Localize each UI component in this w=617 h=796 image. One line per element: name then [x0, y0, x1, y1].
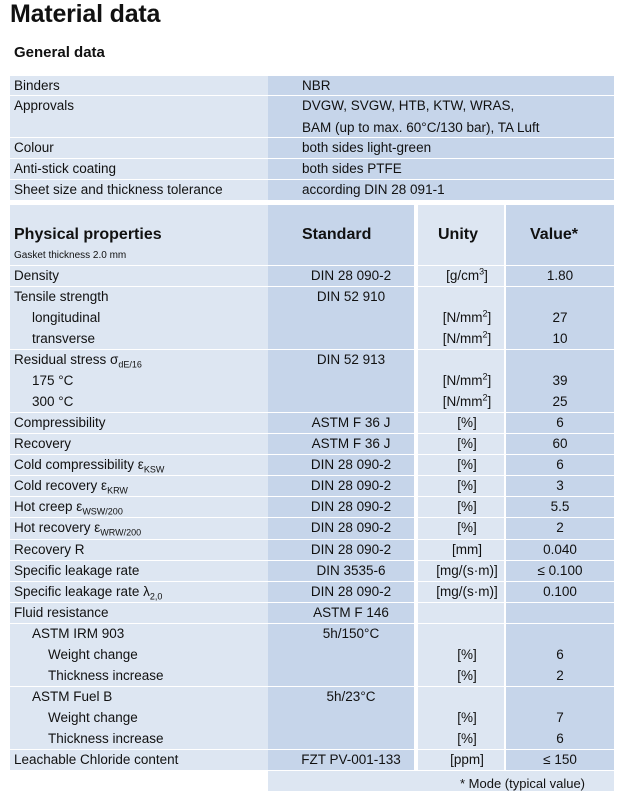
property-value: 5.5 — [550, 499, 570, 515]
row-divider — [10, 179, 614, 180]
property-value: 6 — [556, 730, 564, 746]
property-unity-text: [%] — [457, 436, 477, 452]
property-label-subscript: 2,0 — [149, 591, 163, 602]
row-divider — [10, 496, 614, 497]
property-unity-suffix: ] — [487, 394, 492, 410]
property-value: 6 — [556, 415, 564, 431]
property-standard: ASTM F 146 — [313, 604, 389, 620]
property-label-text: Residual stress σ — [14, 352, 119, 368]
row-divider — [10, 560, 614, 561]
property-value: 7 — [556, 709, 564, 725]
row-divider — [10, 286, 614, 287]
property-value: 27 — [552, 310, 568, 326]
property-standard: 5h/150°C — [322, 625, 380, 641]
property-label-text: Thickness increase — [48, 730, 164, 746]
property-label — [14, 562, 139, 580]
property-label-text: Recovery — [14, 436, 72, 452]
property-unity — [420, 435, 514, 453]
property-unity-text: [N/mm — [442, 331, 483, 347]
property-unity-text: [%] — [457, 520, 477, 536]
property-value: 0.100 — [543, 583, 577, 599]
property-unity-text: [N/mm — [442, 310, 483, 326]
property-value: 2 — [556, 667, 564, 683]
property-unity-superscript: 3 — [479, 266, 485, 277]
property-label — [48, 730, 164, 748]
property-label-text: ASTM IRM 903 — [32, 625, 125, 641]
property-label-text: ASTM Fuel B — [32, 688, 113, 704]
general-data-label: Colour — [14, 140, 54, 155]
property-label-text: 300 °C — [32, 394, 74, 410]
property-unity — [420, 372, 514, 390]
property-label-text: Weight change — [48, 646, 138, 662]
column-header-standard: Standard — [302, 226, 372, 243]
general-data-label: Sheet size and thickness tolerance — [14, 182, 223, 197]
property-label-text: Specific leakage rate — [14, 562, 140, 578]
row-divider — [10, 517, 614, 518]
property-unity — [420, 709, 514, 727]
row-divider — [10, 158, 614, 159]
property-unity-text: [mg/(s·m)] — [436, 583, 498, 599]
row-divider — [10, 137, 614, 138]
property-unity — [420, 646, 514, 664]
property-unity — [420, 667, 514, 685]
property-label-subscript: dE/16 — [118, 359, 142, 370]
property-value: 1.80 — [546, 268, 574, 283]
property-unity — [420, 498, 514, 516]
general-data-value: NBR — [302, 78, 331, 93]
property-label-text: Leachable Chloride content — [14, 751, 179, 767]
footnote: * Mode (typical value) — [460, 776, 585, 791]
property-label — [32, 625, 124, 643]
property-label — [14, 498, 123, 516]
property-standard: FZT PV-001-133 — [301, 751, 401, 767]
property-unity-suffix: ] — [487, 373, 492, 389]
property-standard: ASTM F 36 J — [311, 436, 391, 452]
property-label — [32, 393, 73, 411]
property-value: 39 — [552, 373, 568, 389]
property-value: 3 — [556, 478, 564, 494]
property-unity — [420, 330, 514, 348]
property-unity-text: [%] — [457, 415, 477, 431]
property-standard: 5h/23°C — [326, 688, 376, 704]
property-label — [48, 667, 164, 685]
property-value: 6 — [556, 646, 564, 662]
property-label-text: Cold compressibility ε — [14, 457, 144, 473]
row-divider — [10, 602, 614, 603]
property-unity-text: [g/cm — [446, 268, 480, 283]
row-divider — [10, 454, 614, 455]
general-data-value: according DIN 28 091-1 — [302, 182, 445, 197]
row-divider — [10, 475, 614, 476]
property-label — [32, 330, 95, 348]
general-data-value: BAM (up to max. 60°C/130 bar), TA Luft — [302, 120, 540, 135]
page-title: Material data — [10, 0, 161, 28]
row-divider — [10, 349, 614, 350]
property-unity — [420, 477, 514, 495]
property-unity — [420, 519, 514, 537]
property-unity-text: [%] — [457, 730, 477, 746]
property-unity-text: [ppm] — [450, 751, 484, 767]
property-label-subscript: WRW/200 — [100, 528, 142, 539]
row-divider — [10, 749, 614, 750]
property-standard: DIN 52 910 — [316, 289, 386, 305]
property-unity-text: [N/mm — [442, 394, 483, 410]
property-standard: DIN 28 090-2 — [310, 541, 392, 557]
property-value: 0.040 — [543, 541, 577, 557]
property-standard: ASTM F 36 J — [311, 415, 391, 431]
row-divider — [10, 539, 614, 540]
physical-properties-heading: Physical properties — [14, 226, 162, 243]
property-label-text: Weight change — [48, 709, 138, 725]
property-standard: DIN 3535-6 — [316, 562, 386, 578]
general-data-value: both sides PTFE — [302, 161, 402, 176]
property-standard: DIN 28 090-2 — [310, 583, 392, 599]
property-label-subscript: KSW — [143, 465, 165, 476]
property-unity-text: [%] — [457, 709, 477, 725]
property-value: 10 — [552, 331, 568, 347]
general-data-label: Anti-stick coating — [14, 161, 117, 176]
property-unity-superscript: 2 — [482, 308, 488, 319]
property-unity — [420, 562, 514, 580]
property-label-text: Recovery R — [14, 541, 85, 557]
property-unity — [420, 414, 514, 432]
property-label-text: longitudinal — [32, 310, 101, 326]
property-unity — [420, 309, 514, 327]
row-divider — [10, 686, 614, 687]
property-label — [14, 519, 141, 537]
property-value: 2 — [556, 520, 564, 536]
property-unity-superscript: 2 — [482, 371, 488, 382]
property-unity — [420, 393, 514, 411]
general-data-label: Approvals — [14, 98, 75, 113]
property-label-text: Specific leakage rate λ — [14, 583, 150, 599]
general-data-value: both sides light-green — [302, 140, 432, 155]
row-divider — [10, 581, 614, 582]
property-unity-superscript: 2 — [482, 392, 488, 403]
gasket-thickness-note: Gasket thickness 2.0 mm — [14, 250, 127, 261]
property-standard: DIN 28 090-2 — [310, 499, 392, 515]
property-label-subscript: KRW — [107, 486, 128, 497]
row-divider — [10, 770, 614, 771]
property-label — [14, 751, 178, 769]
property-label — [32, 688, 112, 706]
property-label-text: Hot recovery ε — [14, 520, 101, 536]
property-label — [14, 288, 109, 306]
property-label — [14, 541, 85, 559]
general-data-label: Binders — [14, 78, 60, 93]
row-divider — [10, 95, 614, 96]
property-label — [14, 477, 128, 495]
property-standard: DIN 52 913 — [316, 352, 386, 368]
property-label — [14, 267, 59, 285]
property-label — [32, 309, 100, 327]
property-label — [14, 414, 106, 432]
property-value: ≤ 150 — [543, 751, 577, 767]
property-unity-text: [%] — [457, 667, 477, 683]
property-value: 60 — [552, 436, 568, 452]
column-header-value: Value* — [530, 226, 579, 243]
property-label — [14, 583, 162, 601]
property-unity-text: [%] — [457, 499, 477, 515]
property-unity — [420, 583, 514, 601]
property-value: 25 — [552, 394, 568, 410]
property-label-text: Cold recovery ε — [14, 478, 108, 494]
property-standard: DIN 28 090-2 — [310, 268, 392, 283]
property-label-text: Hot creep ε — [14, 499, 83, 515]
property-label — [48, 646, 138, 664]
property-standard: DIN 28 090-2 — [310, 457, 392, 473]
property-unity-text: [N/mm — [442, 373, 483, 389]
row-divider — [10, 433, 614, 434]
property-unity — [420, 751, 514, 769]
property-label-text: Fluid resistance — [14, 604, 109, 620]
property-standard: DIN 28 090-2 — [310, 520, 392, 536]
property-unity-suffix: ] — [487, 331, 492, 347]
property-label-text: Density — [14, 268, 60, 283]
property-label — [14, 456, 164, 474]
column-header-unity: Unity — [438, 226, 478, 243]
property-label-text: Tensile strength — [14, 289, 109, 305]
general-data-heading: General data — [14, 44, 105, 61]
property-unity — [420, 456, 514, 474]
property-label-text: transverse — [32, 331, 96, 347]
property-label-text: Compressibility — [14, 415, 106, 431]
property-unity — [420, 730, 514, 748]
property-unity — [420, 267, 514, 285]
property-label — [32, 372, 73, 390]
property-standard: DIN 28 090-2 — [310, 478, 392, 494]
property-value: ≤ 0.100 — [537, 562, 583, 578]
general-data-value: DVGW, SVGW, HTB, KTW, WRAS, — [302, 98, 515, 113]
property-unity-text: [mg/(s·m)] — [436, 562, 498, 578]
row-divider — [10, 412, 614, 413]
property-label-subscript: WSW/200 — [82, 507, 123, 518]
property-value: 6 — [556, 457, 564, 473]
property-unity-suffix: ] — [484, 268, 488, 283]
property-unity — [420, 541, 514, 559]
property-unity-text: [%] — [457, 457, 477, 473]
property-unity-text: [%] — [457, 646, 477, 662]
property-label-text: 175 °C — [32, 373, 74, 389]
property-label — [14, 351, 142, 369]
property-unity-text: [mm] — [452, 541, 482, 557]
row-divider — [10, 623, 614, 624]
property-unity-superscript: 2 — [482, 329, 488, 340]
property-unity-text: [%] — [457, 478, 477, 494]
property-label-text: Thickness increase — [48, 667, 164, 683]
property-label — [14, 435, 71, 453]
property-label — [14, 604, 109, 622]
property-label — [48, 709, 138, 727]
property-unity-suffix: ] — [487, 310, 492, 326]
